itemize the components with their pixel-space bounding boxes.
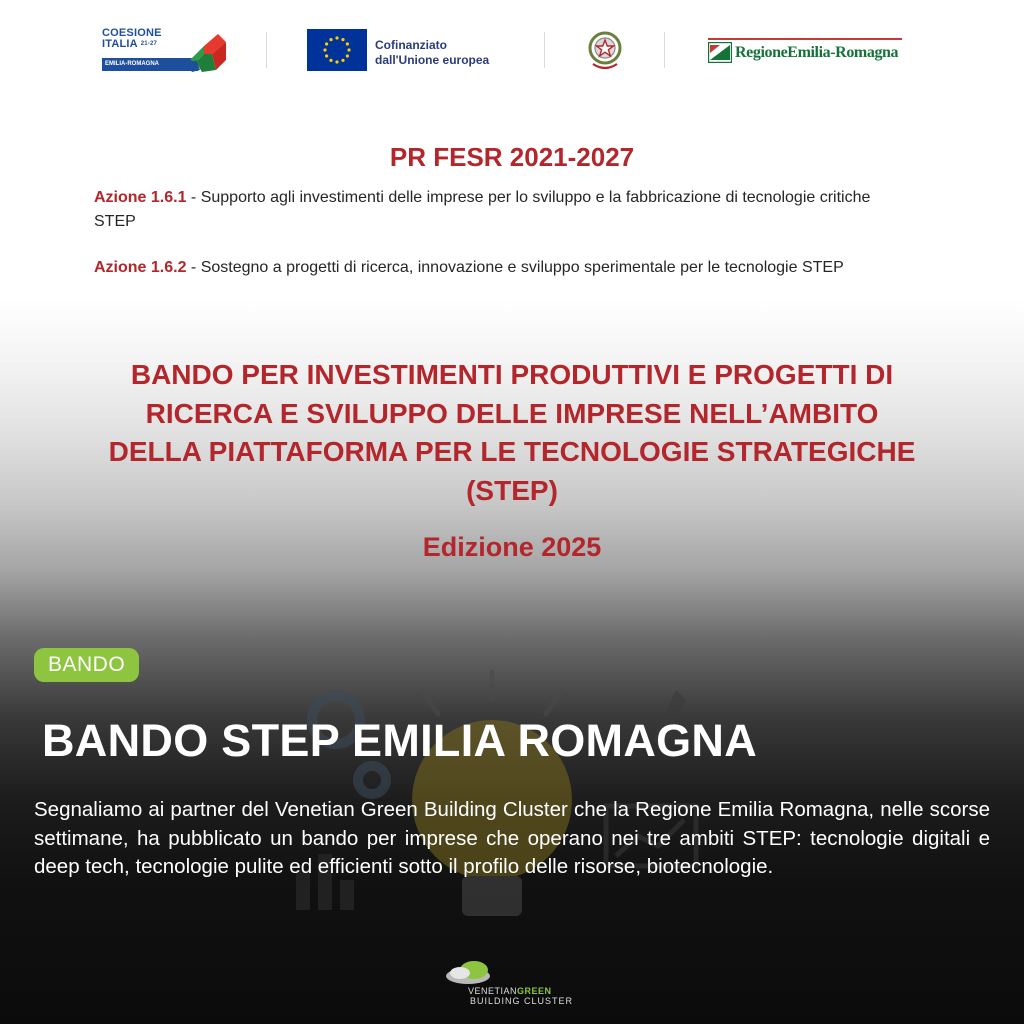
region-top-line (708, 38, 902, 40)
coesione-wordmark (102, 28, 162, 50)
coesione-italia-logo (102, 28, 228, 76)
eu-cofinanced-logo (307, 29, 507, 75)
action-item (94, 256, 916, 280)
eu-line1: Cofinanziato (375, 38, 447, 52)
announcement-line: RICERCA E SVILUPPO DELLE IMPRESE NELL’AMBITO (145, 397, 879, 429)
regione-emilia-romagna-logo (708, 38, 904, 68)
coesione-region-band: EMILIA-ROMAGNA (102, 58, 198, 71)
italian-republic-emblem-icon (586, 28, 624, 72)
action-description: - Supporto agli investimenti delle imprese per lo sviluppo e la fabbricazione di tecnologie critiche STEP (94, 189, 871, 230)
coesione-mark-icon (186, 30, 228, 74)
light-rays-icon (422, 672, 562, 714)
coesione-line1: COESIONE (102, 27, 162, 39)
post-title: BANDO STEP EMILIA ROMAGNA (42, 715, 758, 766)
region-emblem-icon (708, 42, 732, 63)
category-badge: BANDO (34, 648, 139, 682)
leaf-logo-icon (444, 960, 492, 986)
logo-separator (266, 32, 267, 68)
action-description: - Sostegno a progetti di ricerca, innovazione e sviluppo sperimentale per le tecnologie STEP (186, 259, 844, 276)
coesione-years: 21-27 (140, 41, 158, 47)
eu-flag-icon (307, 29, 367, 71)
footer-venetian: VENETIAN (468, 986, 518, 996)
logo-bar (0, 24, 1024, 80)
announcement-heading (60, 356, 964, 510)
logo-separator (664, 32, 665, 68)
action-code: Azione 1.6.1 (94, 189, 187, 206)
edition-label: Edizione 2025 (422, 532, 602, 562)
vgbc-footer-logo (440, 960, 590, 1006)
eu-line2: dall'Unione europea (375, 53, 490, 67)
footer-line1 (468, 986, 552, 996)
footer-line2: BUILDING CLUSTER (470, 996, 574, 1006)
post-body: Segnaliamo ai partner del Venetian Green Building Cluster che la Regione Emilia Romagna, nelle scorse settimane, ha pubblicato un bando per imprese che operano nei tre ambiti STEP: tecnologie digitali e deep tech, tecnologie pulite ed efficienti sotto il profilo delle risorse, biotecnologie. (34, 798, 990, 878)
innovation-illustration (176, 630, 830, 930)
announcement-line: (STEP) (466, 474, 558, 506)
region-wordmark: RegioneEmilia-Romagna (735, 44, 899, 61)
action-code: Azione 1.6.2 (94, 259, 187, 276)
footer-green: GREEN (517, 986, 552, 996)
announcement-line: DELLA PIATTAFORMA PER LE TECNOLOGIE STRATEGICHE (108, 436, 916, 467)
eu-cofinanced-text (375, 38, 489, 68)
coesione-line2: ITALIA (102, 38, 138, 50)
action-item (94, 186, 916, 234)
announcement-line: BANDO PER INVESTIMENTI PRODUTTIVI E PROGETTI DI (130, 359, 894, 390)
logo-separator (544, 32, 545, 68)
program-title: PR FESR 2021-2027 (389, 142, 635, 172)
